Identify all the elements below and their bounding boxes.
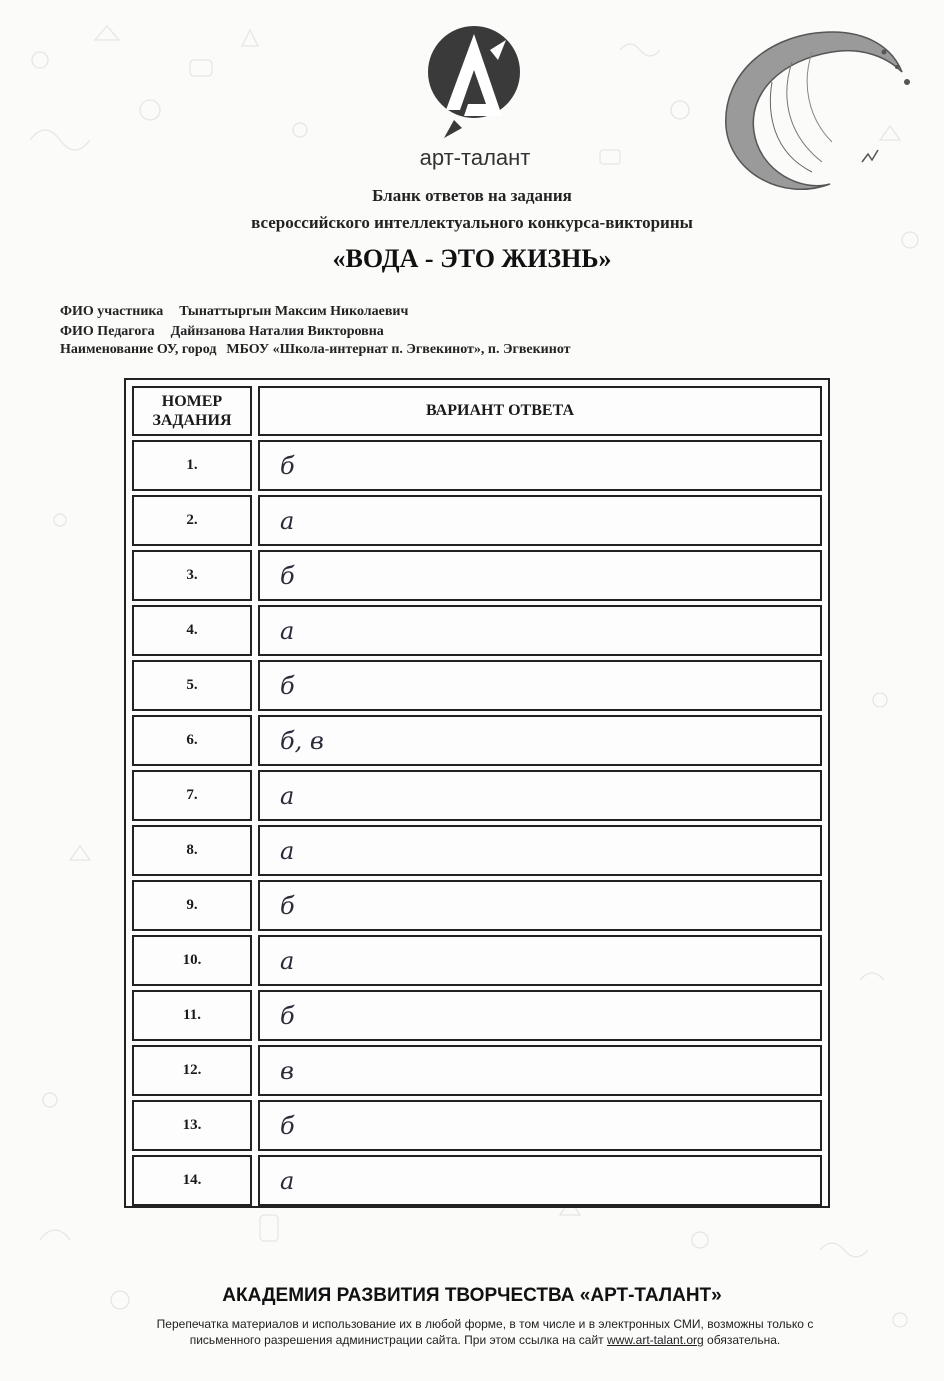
- table-row: [132, 1045, 822, 1096]
- answer-cell: [258, 880, 822, 931]
- answer-cell: [258, 825, 822, 876]
- footer-note-line-2: [90, 1332, 880, 1348]
- school-row: [60, 342, 571, 358]
- table-row: [132, 495, 822, 546]
- table-row: [132, 660, 822, 711]
- task-number-cell: 14.: [132, 1155, 252, 1206]
- task-number-cell: 11.: [132, 990, 252, 1041]
- water-wave-icon: [712, 22, 917, 202]
- table-row: [132, 440, 822, 491]
- sheet-title-line-1: Бланк ответов на задания: [372, 186, 572, 205]
- answer-cell: [258, 495, 822, 546]
- task-number-cell: 4.: [132, 605, 252, 656]
- answer-cell: [258, 1045, 822, 1096]
- footer-site-link[interactable]: www.art-talant.org: [607, 1333, 704, 1347]
- sheet-title-line-2: всероссийского интеллектуального конкурса-викторины: [251, 213, 693, 232]
- art-talant-logo-icon: [424, 20, 524, 150]
- answer-cell: [258, 440, 822, 491]
- answer-cell: [258, 935, 822, 986]
- handwritten-answer: а: [280, 506, 295, 535]
- footer-note-text-start: письменного разрешения администрации сайта. При этом ссылка на сайт: [189, 1333, 607, 1347]
- table-row: [132, 935, 822, 986]
- handwritten-answer: б: [280, 891, 295, 920]
- school-value: МБОУ «Школа-интернат п. Эгвекинот», п. Эгвекинот: [226, 342, 571, 357]
- table-row: [132, 715, 822, 766]
- handwritten-answer: а: [280, 946, 295, 975]
- participant-value: Тынаттыргын Максим Николаевич: [179, 304, 409, 319]
- header-number-line-1: НОМЕР: [161, 393, 223, 410]
- answer-cell: [258, 550, 822, 601]
- table-row: [132, 825, 822, 876]
- footer-note: [90, 1316, 880, 1348]
- teacher-row: [60, 324, 384, 340]
- table-row: [132, 990, 822, 1041]
- task-number-cell: 8.: [132, 825, 252, 876]
- header-answer-cell: ВАРИАНТ ОТВЕТА: [258, 386, 822, 436]
- contest-title: «ВОДА - ЭТО ЖИЗНЬ»: [332, 244, 612, 273]
- task-number-cell: 2.: [132, 495, 252, 546]
- table-row: [132, 1155, 822, 1206]
- header-number-line-2: ЗАДАНИЯ: [152, 412, 232, 429]
- brand-name: арт-талант: [419, 145, 531, 170]
- table-row: [132, 880, 822, 931]
- task-number-cell: 5.: [132, 660, 252, 711]
- footer-note-line-1: Перепечатка материалов и использование их в любой форме, в том числе и в электронных СМИ, возможны только с: [156, 1317, 814, 1331]
- answer-cell: [258, 1155, 822, 1206]
- handwritten-answer: б: [280, 1111, 295, 1140]
- handwritten-answer: в: [280, 1056, 294, 1085]
- handwritten-answer: б: [280, 561, 295, 590]
- handwritten-answer: б: [280, 451, 295, 480]
- answer-cell: [258, 715, 822, 766]
- task-number-cell: 12.: [132, 1045, 252, 1096]
- header-number-cell: [132, 386, 252, 436]
- handwritten-answer: б, в: [280, 726, 324, 755]
- answer-cell: [258, 770, 822, 821]
- footer-note-text-end: обязательна.: [703, 1333, 781, 1347]
- table-row: [132, 770, 822, 821]
- task-number-cell: 3.: [132, 550, 252, 601]
- teacher-value: Дайнзанова Наталия Викторовна: [170, 324, 384, 339]
- participant-row: [60, 304, 408, 320]
- answer-table: [124, 378, 830, 1208]
- handwritten-answer: б: [280, 671, 295, 700]
- task-number-cell: 6.: [132, 715, 252, 766]
- answer-cell: [258, 605, 822, 656]
- handwritten-answer: б: [280, 1001, 295, 1030]
- table-row: [132, 1100, 822, 1151]
- answer-cell: [258, 660, 822, 711]
- table-row: [132, 550, 822, 601]
- task-number-cell: 9.: [132, 880, 252, 931]
- answer-cell: [258, 990, 822, 1041]
- participant-label: ФИО участника: [60, 304, 164, 319]
- table-row: [132, 605, 822, 656]
- school-label: Наименование ОУ, город: [60, 342, 217, 357]
- task-number-cell: 1.: [132, 440, 252, 491]
- teacher-label: ФИО Педагога: [60, 324, 155, 339]
- handwritten-answer: а: [280, 616, 295, 645]
- footer-title: АКАДЕМИЯ РАЗВИТИЯ ТВОРЧЕСТВА «АРТ-ТАЛАНТ»: [222, 1285, 722, 1306]
- handwritten-answer: а: [280, 781, 295, 810]
- answer-cell: [258, 1100, 822, 1151]
- task-number-cell: 7.: [132, 770, 252, 821]
- task-number-cell: 10.: [132, 935, 252, 986]
- handwritten-answer: а: [280, 1166, 295, 1195]
- handwritten-answer: а: [280, 836, 295, 865]
- table-header-row: [132, 386, 822, 436]
- task-number-cell: 13.: [132, 1100, 252, 1151]
